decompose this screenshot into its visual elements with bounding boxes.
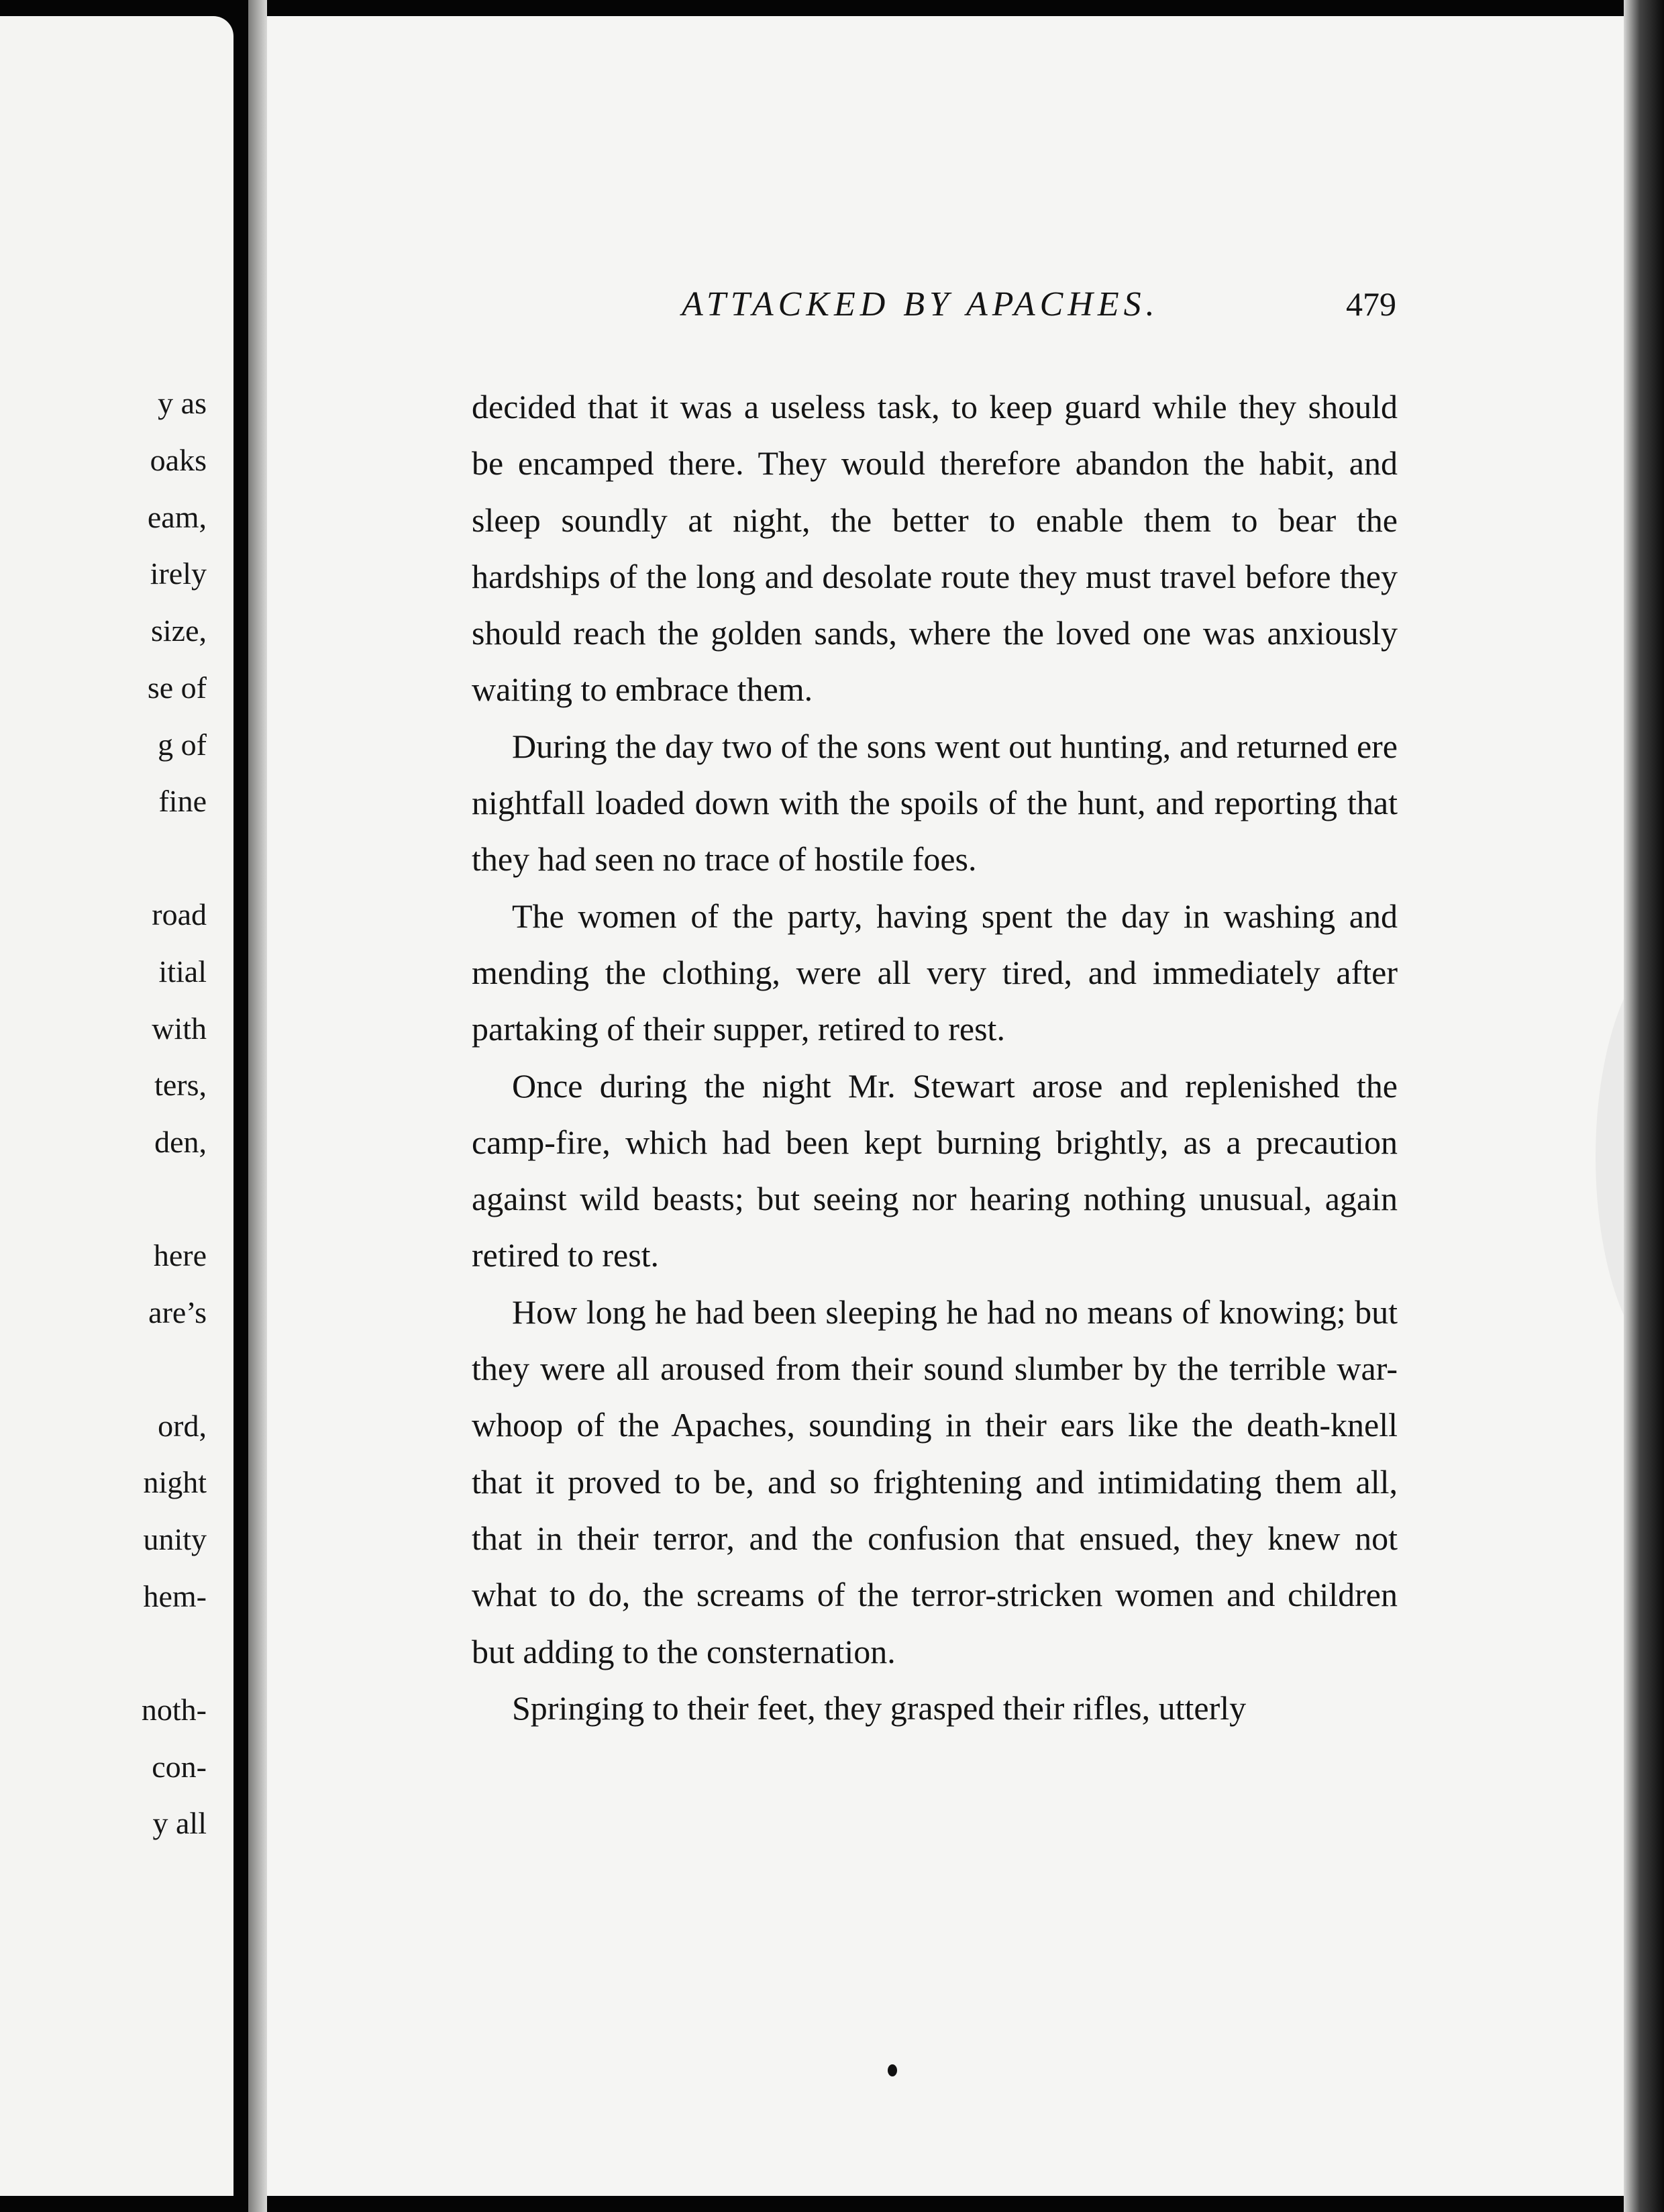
left-page-line: night: [143, 1465, 207, 1499]
left-page-line: se of: [147, 670, 207, 705]
left-page-line: den,: [154, 1125, 207, 1159]
left-page-line: con-: [152, 1750, 207, 1784]
paragraph-3: The women of the party, having spent the day in washing and mending the clothing, were all very tired, and immediately after partaking of their supper, retired to rest.: [472, 897, 1398, 1048]
paragraph-2: During the day two of the sons went out hunting, and returned ere nightfall loaded down with the spoils of the hunt, and reporting that they had seen no trace of hostile foes.: [472, 727, 1398, 878]
left-page-line: are’s: [148, 1295, 207, 1329]
paragraph-4: Once during the night Mr. Stewart arose and replenished the camp-fire, which had been kept burning brightly, as a precaution against wild beasts; but seeing nor hearing nothing unusual, again retired to rest.: [472, 1066, 1398, 1274]
page-edge: [1624, 0, 1664, 2212]
paragraph-6: Springing to their feet, they grasped their rifles, utterly: [512, 1689, 1247, 1727]
left-page-line: fine: [158, 784, 207, 818]
gutter-shadow: [248, 0, 267, 2212]
left-page-line: irely: [150, 556, 207, 591]
page-number: 479: [1346, 285, 1396, 323]
left-page-line: ters,: [154, 1068, 207, 1102]
right-page: [267, 16, 1624, 2196]
left-page-line: with: [152, 1011, 207, 1046]
left-page-line: hem-: [143, 1579, 207, 1613]
left-page-line: y as: [158, 386, 207, 420]
body-text: [472, 379, 1398, 1736]
paragraph-1: decided that it was a useless task, to keep guard while they should be encamped there. They would therefore abandon the habit, and sleep soundly at night, the better to enable them to bear the hardships of the long and desolate route they must travel before they should reach the golden sands, where the loved one was anxiously waiting to embrace them.: [472, 388, 1398, 709]
book-gutter: [233, 0, 248, 2212]
left-page-line: ord,: [158, 1409, 207, 1443]
left-page-line: g of: [158, 727, 207, 762]
ink-dot: [888, 2064, 897, 2076]
left-page-line: road: [152, 897, 207, 932]
left-page-line: itial: [158, 954, 207, 989]
water-stain: [1596, 942, 1624, 1372]
left-page-line: noth-: [141, 1693, 207, 1727]
left-page-line: eam,: [147, 500, 207, 534]
left-page-line: unity: [143, 1522, 207, 1556]
left-page-line: oaks: [150, 443, 207, 477]
paragraph-5: How long he had been sleeping he had no means of knowing; but they were all aroused from their sound slumber by the terrible war-whoop of the Apaches, sounding in their ears like the death-knell that it proved to be, and so frightening and intimidating them all, that in their terror, and the confusion that ensued, they knew not what to do, the screams of the terror-stricken women and children but adding to the consternation.: [472, 1293, 1398, 1670]
running-head: ATTACKED BY APACHES.: [682, 285, 1159, 323]
left-page-line: size,: [150, 613, 207, 648]
left-page-line: here: [153, 1238, 207, 1272]
left-page-line: y all: [152, 1806, 207, 1840]
left-page: [0, 16, 233, 2196]
